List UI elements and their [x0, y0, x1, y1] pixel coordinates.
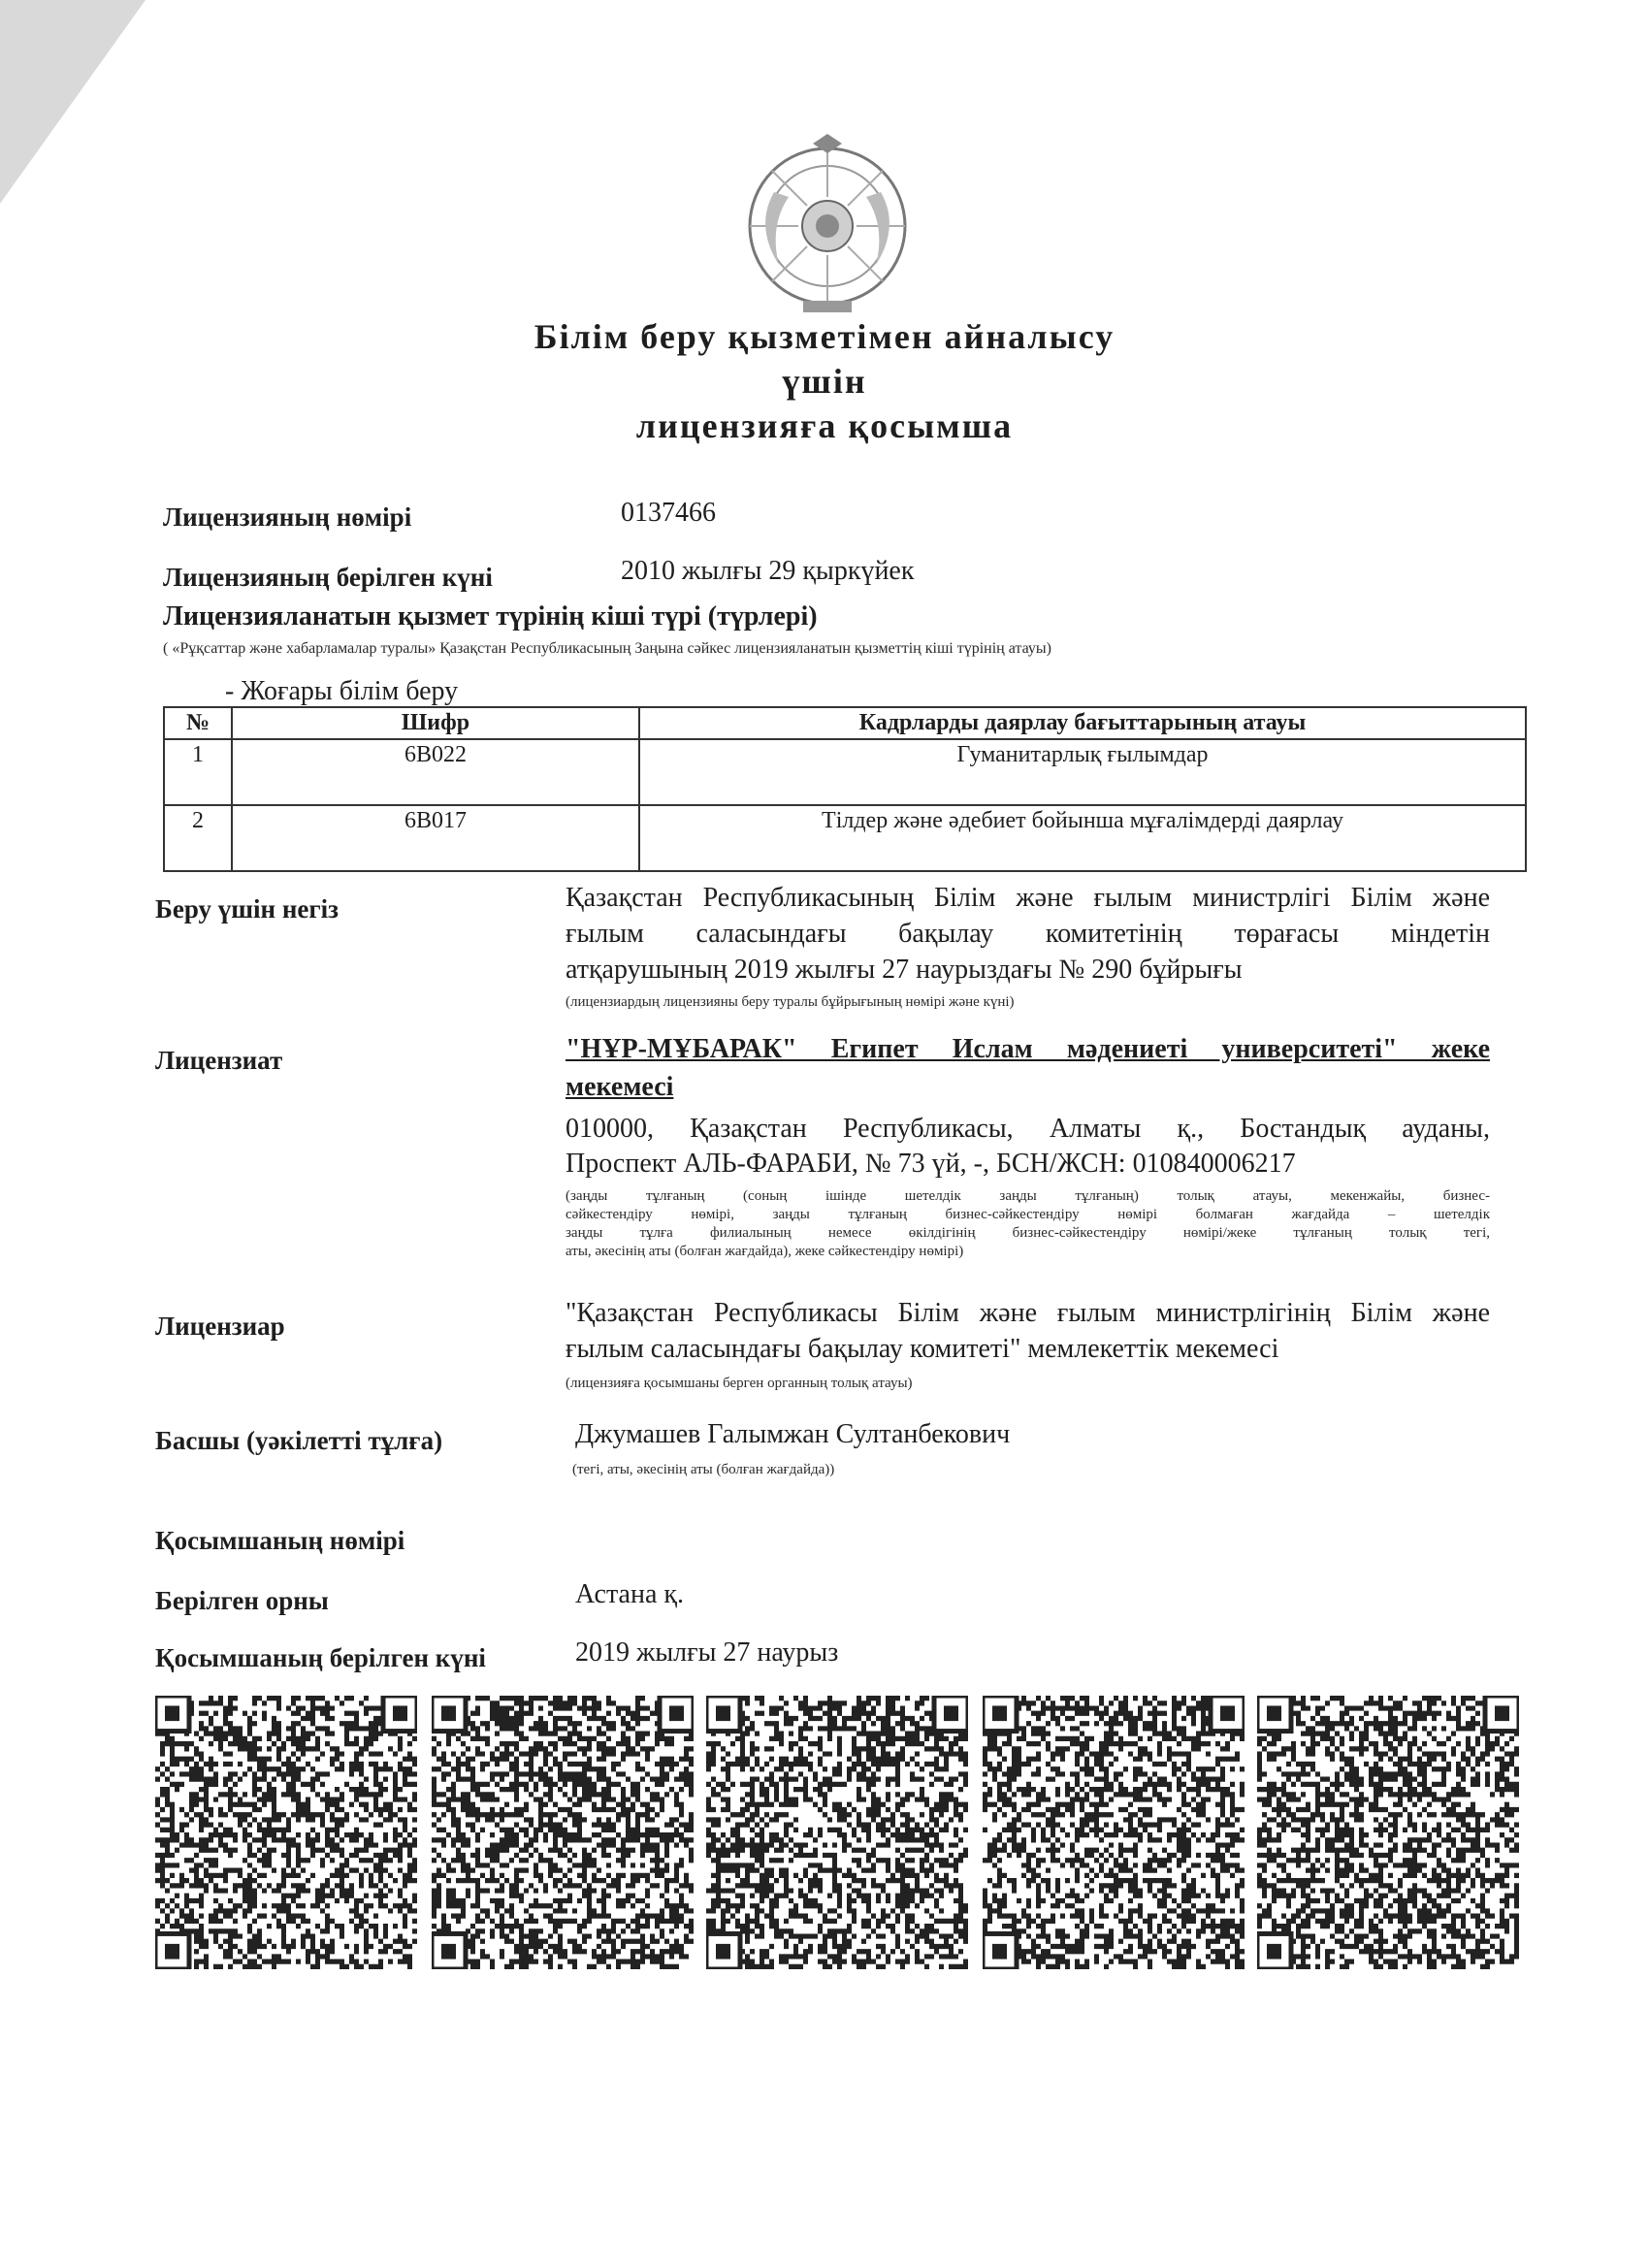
- basis-label: Беру үшін негіз: [155, 894, 339, 923]
- basis-line-3: атқарушының 2019 жылғы 27 наурыздағы № 290 бұйрығы: [566, 955, 1243, 985]
- folded-corner: [0, 0, 146, 204]
- licensee-name-line-1: "НҰР-МҰБАРАК" Египет Ислам мәдениеті университеті" жеке: [566, 1034, 1490, 1064]
- qr-finder-center: [441, 1705, 456, 1721]
- row-code: 6B022: [232, 739, 639, 805]
- qr-modules: [706, 1696, 968, 1969]
- qr-finder-center: [716, 1944, 730, 1960]
- basis-line-1: Қазақстан Республикасының Білім және ғылым министрлігі Білім және: [566, 883, 1490, 913]
- qr-finder-center: [165, 1944, 179, 1960]
- qr-code-5-icon: [1257, 1696, 1519, 1969]
- head-value: Джумашев Галымжан Султанбекович: [575, 1419, 1011, 1449]
- appendix-date-value: 2019 жылғы 27 наурыз: [575, 1637, 839, 1668]
- qr-finder-center: [165, 1705, 179, 1721]
- header-name: Кадрларды даярлау бағыттарының атауы: [639, 707, 1526, 739]
- qr-finder-center: [992, 1944, 1007, 1960]
- state-emblem-icon: [735, 134, 920, 318]
- licensee-address-line-1: 010000, Қазақстан Республикасы, Алматы қ., Бостандық ауданы,: [566, 1114, 1490, 1144]
- appendix-number-label: Қосымшаның нөмірі: [155, 1526, 405, 1555]
- license-date-value: 2010 жылғы 29 қыркүйек: [621, 556, 915, 586]
- row-name: Гуманитарлық ғылымдар: [639, 739, 1526, 805]
- qr-finder-center: [1495, 1705, 1509, 1721]
- qr-code-2-icon: [432, 1696, 694, 1969]
- row-name: Тілдер және әдебиет бойынша мұғалімдерді даярлау: [639, 805, 1526, 871]
- qr-modules: [432, 1696, 694, 1969]
- subtype-value: - Жоғары білім беру: [225, 676, 459, 706]
- header-number: №: [164, 707, 232, 739]
- licensee-note-line-1: (заңды тұлғаның (соның ішінде шетелдік заңды тұлғаның) толық атауы, мекенжайы, бизнес-: [566, 1188, 1490, 1204]
- licensee-address-line-2: Проспект АЛЬ-ФАРАБИ, № 73 үй, -, БСН/ЖСН: 010840006217: [566, 1149, 1296, 1179]
- row-code: 6B017: [232, 805, 639, 871]
- title-line-3: лицензияға қосымша: [635, 406, 1014, 445]
- license-number-value: 0137466: [621, 498, 716, 528]
- qr-finder-center: [1267, 1705, 1281, 1721]
- license-date-label: Лицензияның берілген күні: [163, 563, 493, 592]
- head-label: Басшы (уәкілетті тұлға): [155, 1426, 443, 1455]
- licensor-note: (лицензияға қосымшаны берген органның толық атауы): [566, 1376, 913, 1391]
- directions-table: [163, 706, 1527, 872]
- qr-code-4-icon: [983, 1696, 1245, 1969]
- qr-finder-center: [669, 1705, 684, 1721]
- place-label: Берілген орны: [155, 1586, 329, 1615]
- licensee-note-line-4: аты, әкесінің аты (болған жағдайда), жеке сәйкестендіру нөмірі): [566, 1244, 964, 1259]
- title-line-2: үшін: [782, 362, 867, 401]
- qr-code-3-icon: [706, 1696, 968, 1969]
- basis-note: (лицензиардың лицензияны беру туралы бұйрығының нөмірі және күні): [566, 994, 1015, 1010]
- subtype-label: Лицензияланатын қызмет түрінің кіші түрі (түрлері): [163, 601, 818, 632]
- appendix-date-label: Қосымшаның берілген күні: [155, 1643, 486, 1672]
- qr-finder-center: [992, 1705, 1007, 1721]
- qr-code-1-icon: [155, 1696, 417, 1969]
- qr-modules: [155, 1696, 417, 1969]
- licensee-label: Лицензиат: [155, 1046, 283, 1075]
- qr-modules: [983, 1696, 1245, 1969]
- licensee-note-line-3: заңды тұлға филиалының немесе өкілдігінің бизнес-сәйкестендіру нөмірі/жеке тұлғаның толық тегі,: [566, 1225, 1490, 1241]
- qr-modules: [1257, 1696, 1519, 1969]
- qr-finder-center: [1267, 1944, 1281, 1960]
- title-line-1: Білім беру қызметімен айналысу: [534, 317, 1116, 356]
- license-number-label: Лицензияның нөмірі: [163, 502, 412, 532]
- licensee-name-line-2: мекемесі: [566, 1072, 674, 1102]
- qr-finder-center: [393, 1705, 407, 1721]
- table-row: [164, 805, 1526, 871]
- licensor-line-1: "Қазақстан Республикасы Білім және ғылым министрлігінің Білім және: [566, 1298, 1490, 1328]
- licensee-note-line-2: сәйкестендіру нөмірі, заңды тұлғаның бизнес-сәйкестендіру нөмірі болмаған жағдайда – шетелдік: [566, 1207, 1490, 1222]
- qr-finder-center: [944, 1705, 958, 1721]
- basis-line-2: ғылым саласындағы бақылау комитетінің төрағасы міндетін: [566, 919, 1490, 949]
- row-number: 1: [164, 739, 232, 805]
- qr-finder-center: [716, 1705, 730, 1721]
- qr-finder-center: [441, 1944, 456, 1960]
- qr-finder-center: [1220, 1705, 1235, 1721]
- licensor-line-2: ғылым саласындағы бақылау комитеті" мемлекеттік мекемесі: [566, 1334, 1279, 1364]
- place-value: Астана қ.: [575, 1579, 684, 1609]
- row-number: 2: [164, 805, 232, 871]
- subtype-note: ( «Рұқсаттар және хабарламалар туралы» Қазақстан Республикасының Заңына сәйкес лицензияланатын қызметтің кіші түрінің атауы): [163, 640, 1051, 657]
- table-header-row: [164, 707, 1526, 739]
- table-row: [164, 739, 1526, 805]
- licensor-label: Лицензиар: [155, 1312, 285, 1341]
- header-code: Шифр: [232, 707, 639, 739]
- head-note: (тегі, аты, әкесінің аты (болған жағдайда)): [572, 1462, 835, 1477]
